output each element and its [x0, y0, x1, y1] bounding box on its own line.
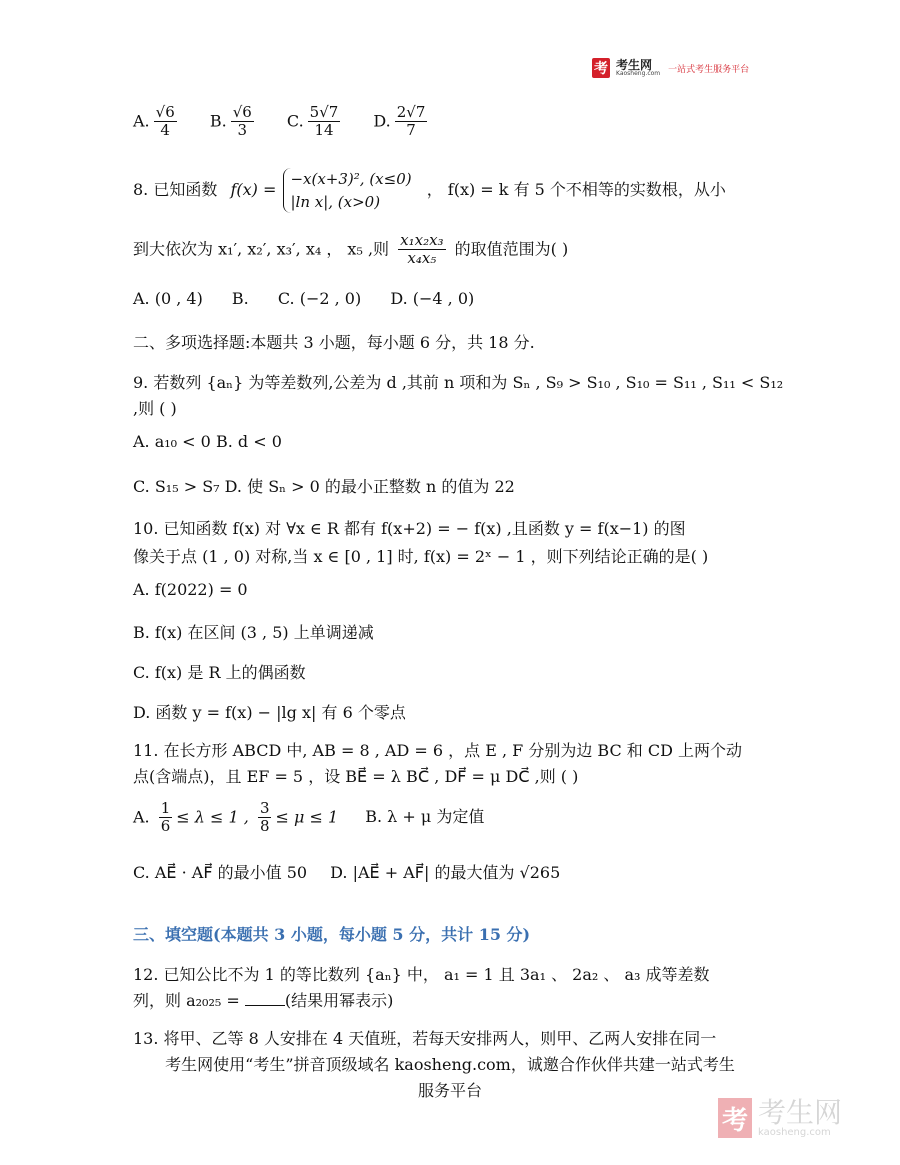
q7-option-a: A. $\frac{√6}{4}$ — [133, 103, 175, 140]
q11-options-ab: A. $\frac{1}{6}$ ≤ λ ≤ 1 , $\frac{3}{8}$ ≤ μ ≤ 1 B. λ + μ 为定值 — [133, 799, 485, 836]
logo-text — [616, 59, 660, 77]
watermark-text: 考生网 kaosheng.com — [758, 1095, 843, 1138]
q12-answer-blank — [245, 1005, 285, 1006]
q10-option-b: B. f(x) 在区间 (3 , 5) 上单调递减 — [133, 623, 374, 642]
q7-option-b: B. $\frac{√6}{3}$ — [209, 103, 252, 140]
q11-line1: 11. 在长方形 ABCD 中, AB = 8 , AD = 6 ，点 E , F 分别为边 BC 和 CD 上两个动 — [133, 741, 743, 760]
footer-line2: 服务平台 — [417, 1081, 482, 1100]
header-logo — [592, 58, 749, 78]
q10-option-d: D. 函数 y = f(x) − |lg x| 有 6 个零点 — [133, 703, 406, 722]
section2-heading: 二、多项选择题:本题共 3 小题，每小题 6 分，共 18 分. — [133, 333, 535, 352]
section3-heading: 三、填空题(本题共 3 小题，每小题 5 分，共计 15 分) — [133, 925, 531, 944]
q12-line1: 12. 已知公比不为 1 的等比数列 {aₙ} 中， a₁ = 1 且 3a₁ 、 2a₂ 、 a₃ 成等差数 — [133, 965, 710, 984]
q9-line1: 9. 若数列 {aₙ} 为等差数列,公差为 d ,其前 n 项和为 Sₙ , S₉ > S₁₀ , S₁₀ = S₁₁ , S₁₁ < S₁₂ — [133, 373, 784, 392]
q7-option-c: C. $\frac{5√7}{14}$ — [286, 103, 339, 140]
logo-domain: Kaosheng.com — [616, 70, 661, 77]
watermark-mark: 考 — [718, 1098, 752, 1138]
q11-options-cd: C. AE⃗ · AF⃗ 的最小值 50 D. |AE⃗ + AF⃗| 的最大值为 √265 — [133, 863, 561, 882]
q12-line2: 列，则 a₂₀₂₅ = (结果用幂表示) — [133, 991, 394, 1010]
q13-line1: 13. 将甲、乙等 8 人安排在 4 天值班，若每天安排两人，则甲、乙两人安排在同一 — [133, 1029, 717, 1048]
logo-slogan: 一站式考生服务平台 — [668, 64, 750, 75]
logo-name: 考生网 — [616, 58, 653, 72]
q10-line2: 像关于点 (1 , 0) 对称,当 x ∈ [0 , 1] 时, f(x) = 2ˣ − 1 ，则下列结论正确的是( ) — [133, 547, 709, 566]
q7-option-d: D. $\frac{2√7}{7}$ — [373, 103, 426, 140]
q8-piecewise: −x(x+3)², (x≤0) |ln x|, (x>0) — [283, 168, 411, 213]
q9-options-ab: A. a₁₀ < 0 B. d < 0 — [133, 432, 282, 451]
q11-line2: 点(含端点)，且 EF = 5 ，设 BE⃗ = λ BC⃗ , DF⃗ = μ DC⃗ ,则 ( ) — [133, 767, 579, 786]
q8-line2: 到大依次为 x₁′, x₂′, x₃′, x₄ ， x₅ ,则 $\frac{\text{x₁x₂x₃}}{\text{x₄x₅}}$ 的取值范围为( ) — [133, 231, 569, 268]
watermark-logo — [718, 1095, 843, 1138]
q9-options-cd: C. S₁₅ > S₇ D. 使 Sₙ > 0 的最小正整数 n 的值为 22 — [133, 477, 515, 496]
q10-option-a: A. f(2022) = 0 — [133, 580, 248, 599]
q10-line1: 10. 已知函数 f(x) 对 ∀x ∈ R 都有 f(x+2) = − f(x) ,且函数 y = f(x−1) 的图 — [133, 519, 686, 538]
logo-mark: 考 — [592, 58, 610, 78]
q10-option-c: C. f(x) 是 R 上的偶函数 — [133, 663, 306, 682]
q8-options: A. (0 , 4) B. C. (−2 , 0) D. (−4 , 0) — [133, 289, 475, 308]
q9-line2: ,则 ( ) — [133, 399, 177, 418]
q8-line1: 8. 已知函数 f(x) = −x(x+3)², (x≤0) |ln x|, (x>0) ， f(x) = k 有 5 个不相等的实数根，从小 — [133, 168, 726, 213]
q7-options — [133, 104, 455, 140]
footer-line1: 考生网使用“考生”拼音顶级域名 kaosheng.com，诚邀合作伙伴共建一站式考生 — [165, 1055, 735, 1074]
